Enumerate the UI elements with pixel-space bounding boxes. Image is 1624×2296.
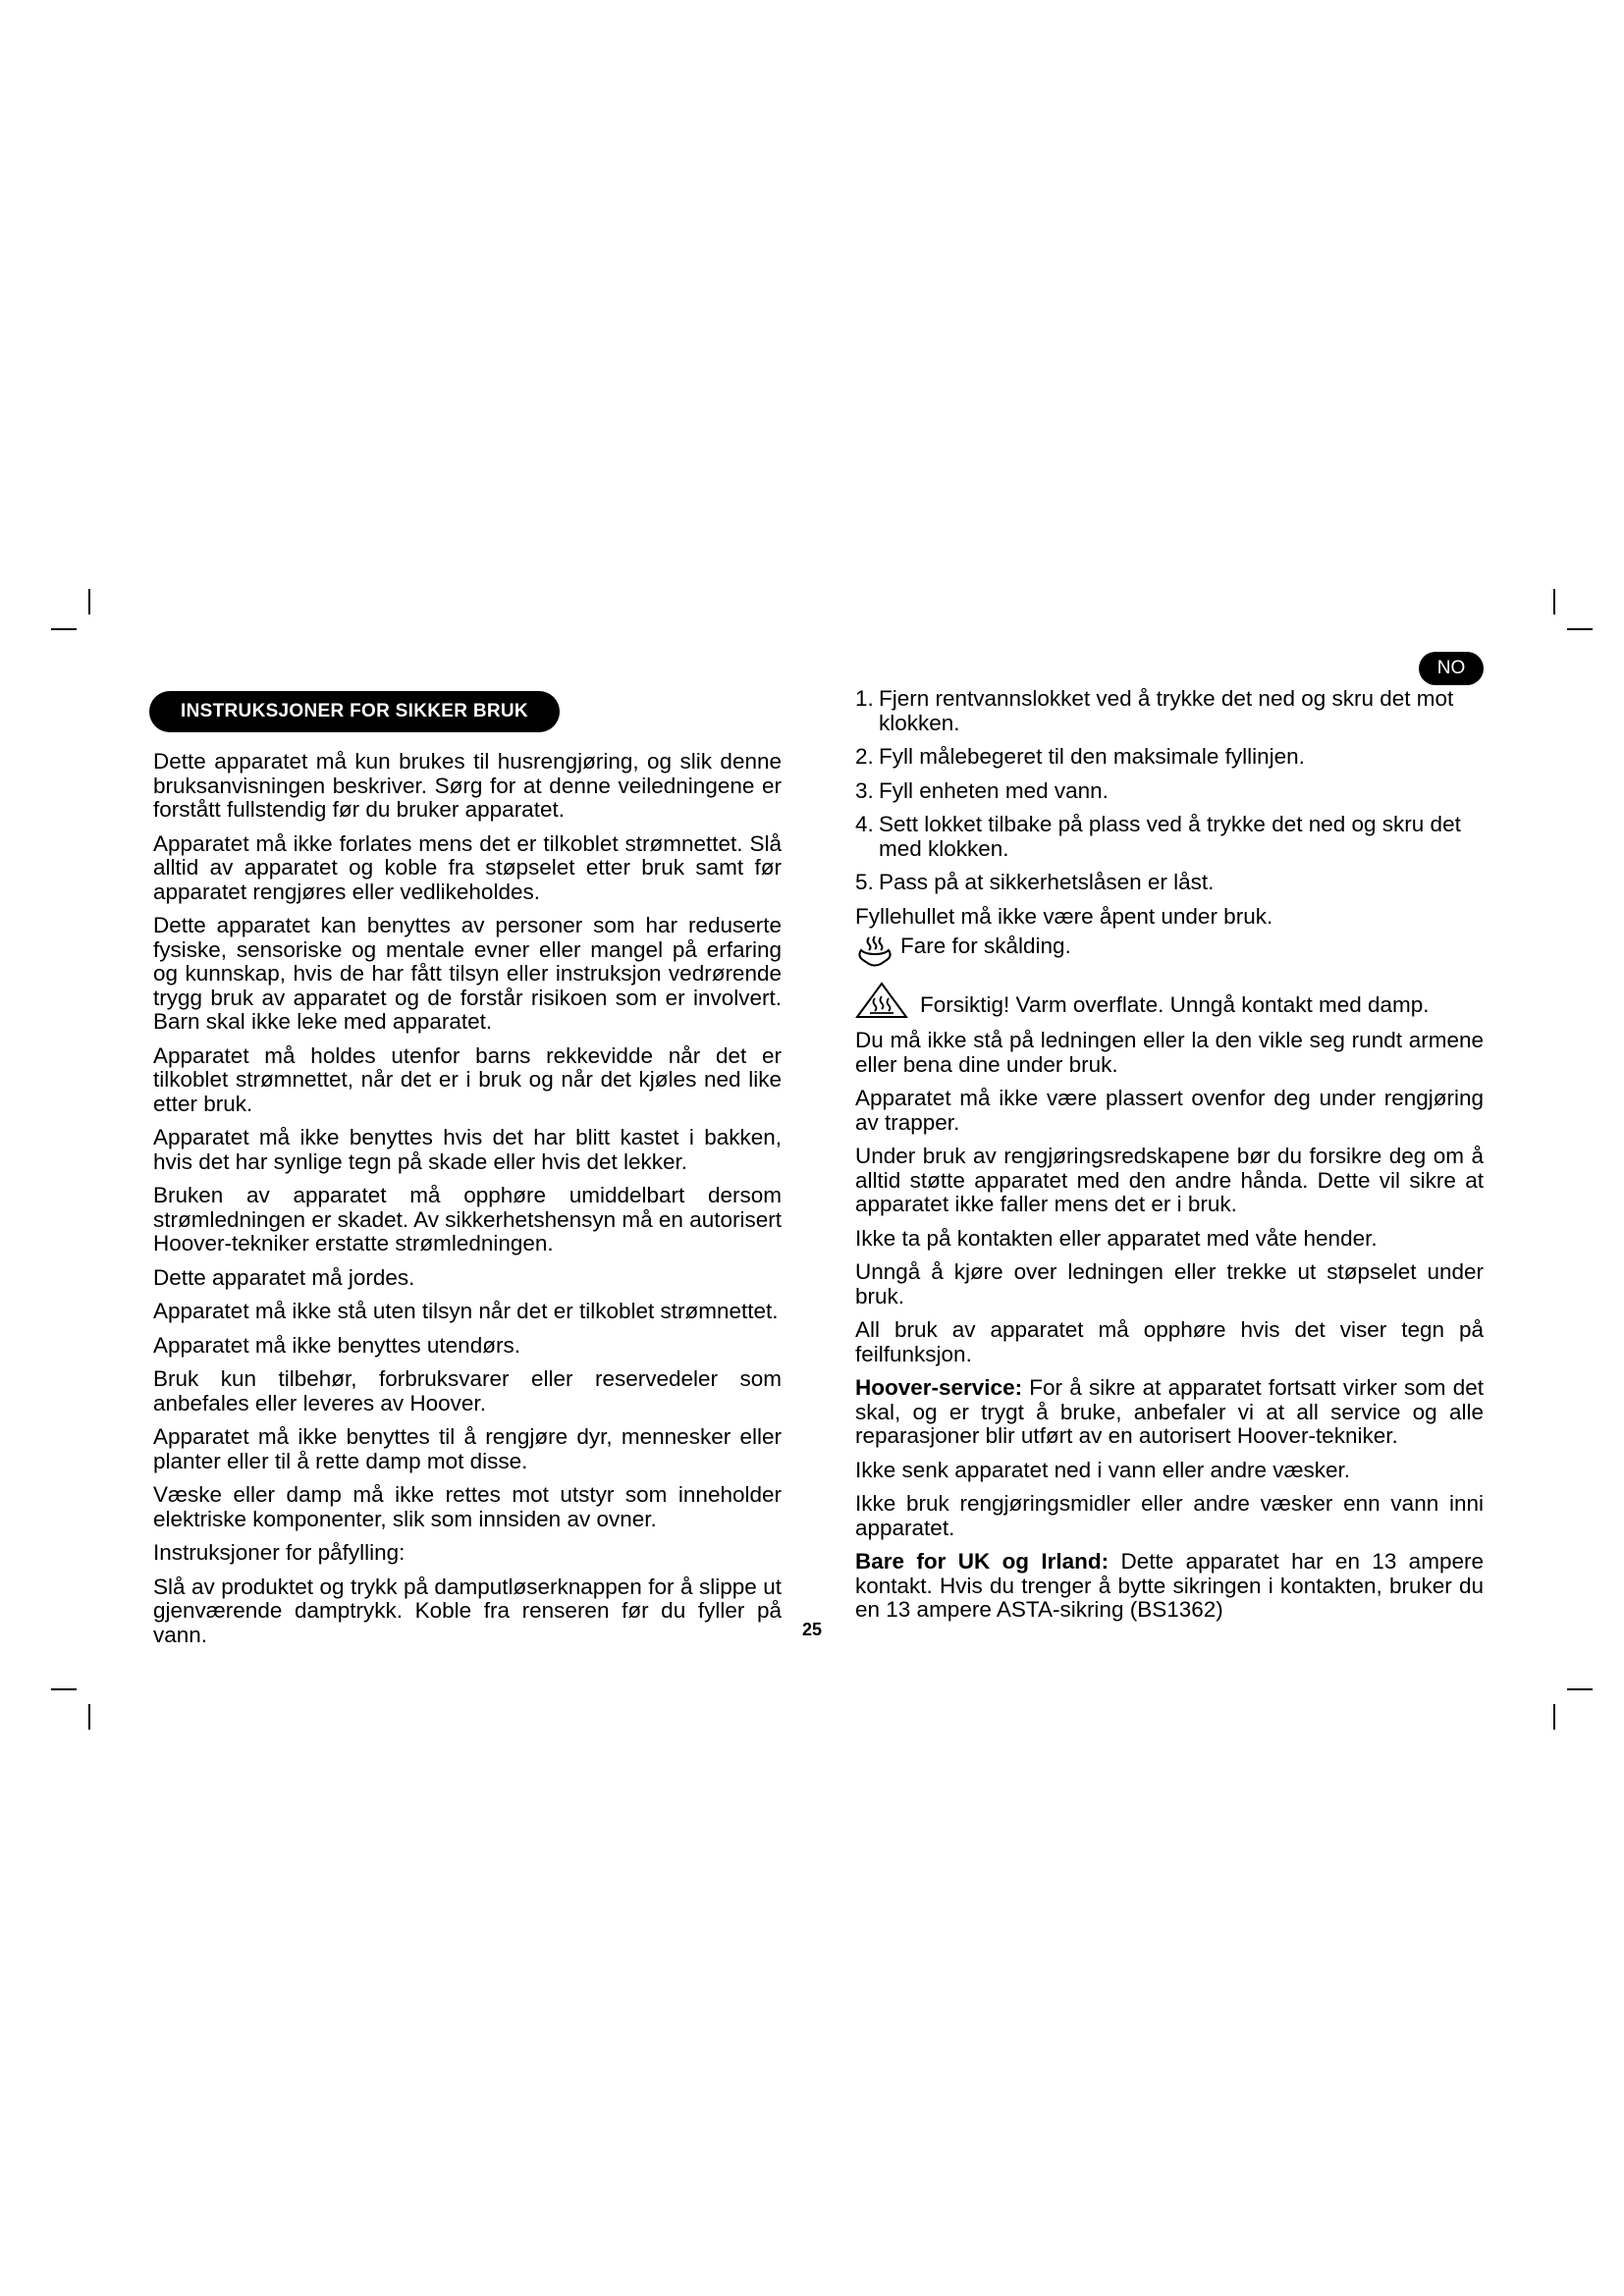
step-number: 5. <box>855 870 874 894</box>
paragraph: Apparatet må ikke benyttes utendørs. <box>153 1332 520 1358</box>
crop-mark <box>88 1704 90 1730</box>
step-text: Fjern rentvannslokket ved å trykke det ned og skru det mot klokken. <box>879 686 1454 735</box>
paragraph: Ikke ta på kontakten eller apparatet med våte hender. <box>855 1225 1378 1251</box>
hot-surface-warning-icon <box>855 982 908 1019</box>
paragraph: Ikke bruk rengjøringsmidler eller andre væsker enn vann inni apparatet. <box>855 1491 1484 1540</box>
paragraph: Slå av produktet og trykk på damputløserknappen for å slippe ut gjenværende damptrykk. Koble fra renseren før du fyller på vann. <box>153 1574 782 1647</box>
safety-notes-2 <box>855 1459 1484 1541</box>
uk-ireland-text: Dette apparatet har en 13 ampere kontakt. Hvis du trenger å bytte sikringen i kontakten, bruker du en 13 ampere ASTA-sikring (BS1362) <box>855 1549 1484 1622</box>
hot-surface-warning <box>855 982 1484 1019</box>
fill-steps <box>855 687 1484 895</box>
paragraph: Væske eller damp må ikke rettes mot utstyr som inneholder elektriske komponenter, slik som innsiden av ovner. <box>153 1482 782 1531</box>
right-column <box>855 687 1484 1632</box>
paragraph: Unngå å kjøre over ledningen eller trekke ut støpselet under bruk. <box>855 1259 1484 1308</box>
paragraph: Dette apparatet må kun brukes til husrengjøring, og slik denne bruksanvisningen beskriver. Sørg for at denne veiledningene er forstått fullstendig før du bruker apparatet. <box>153 749 782 822</box>
step-item <box>855 779 1484 804</box>
hoover-service-note <box>855 1376 1484 1449</box>
step-item <box>855 871 1484 895</box>
crop-mark <box>1567 1688 1593 1690</box>
scald-warning-text: Fare for skålding. <box>900 934 1071 958</box>
crop-mark <box>1553 1704 1555 1730</box>
paragraph: Dette apparatet kan benyttes av personer som har reduserte fysiske, sensoriske og mentale evner eller mangel på erfaring og kunnskap, hvis de har fått tilsyn eller instruksjon vedrørende trygg bruk av apparatet og de forstår risikoen som er involvert. Barn skal ikke leke med apparatet. <box>153 913 782 1034</box>
paragraph: Bruk kun tilbehør, forbruksvarer eller reservedeler som anbefales eller leveres av Hoover. <box>153 1366 782 1415</box>
crop-mark <box>1553 589 1555 614</box>
steam-scald-icon <box>855 934 894 968</box>
step-number: 2. <box>855 744 874 769</box>
crop-mark <box>51 1688 77 1690</box>
paragraph: Under bruk av rengjøringsredskapene bør du forsikre deg om å alltid støtte apparatet med den andre hånda. Dette vil sikre at apparatet ikke faller mens det er i bruk. <box>855 1144 1484 1216</box>
section-title: INSTRUKSJONER FOR SIKKER BRUK <box>149 691 560 732</box>
paragraph: Apparatet må holdes utenfor barns rekkevidde når det er tilkoblet strømnettet, når det er i bruk og når det kjøles ned like etter bruk. <box>153 1042 782 1116</box>
scald-warning <box>855 934 1484 968</box>
paragraph: Apparatet må ikke forlates mens det er tilkoblet strømnettet. Slå alltid av apparatet og koble fra støpselet etter bruk samt før apparatet rengjøres eller vedlikeholdes. <box>153 830 782 904</box>
paragraph: Apparatet må ikke benyttes hvis det har blitt kastet i bakken, hvis det har synlige tegn på skade eller hvis det lekker. <box>153 1125 782 1174</box>
paragraph: Instruksjoner for påfylling: <box>153 1540 406 1565</box>
step-item <box>855 687 1484 735</box>
step-item <box>855 813 1484 861</box>
step-number: 1. <box>855 686 874 711</box>
hot-surface-warning-text: Forsiktig! Varm overflate. Unngå kontakt med damp. <box>920 992 1430 1017</box>
page-number: 25 <box>801 1620 823 1639</box>
paragraph: Apparatet må ikke være plassert ovenfor deg under rengjøring av trapper. <box>855 1086 1484 1135</box>
step-number: 4. <box>855 812 874 836</box>
step-number: 3. <box>855 777 874 803</box>
paragraph: Bruken av apparatet må opphøre umiddelbart dersom strømledningen er skadet. Av sikkerhetshensyn må en autorisert Hoover-tekniker erstatte strømledningen. <box>153 1183 782 1255</box>
hoover-service-label: Hoover-service: <box>855 1375 1023 1400</box>
paragraph: All bruk av apparatet må opphøre hvis det viser tegn på feilfunksjon. <box>855 1317 1484 1366</box>
step-text: Sett lokket tilbake på plass ved å trykke det ned og skru det med klokken. <box>879 812 1461 861</box>
crop-mark <box>88 589 90 614</box>
uk-ireland-note <box>855 1550 1484 1623</box>
paragraph: Apparatet må ikke stå uten tilsyn når det er tilkoblet strømnettet. <box>153 1299 779 1323</box>
crop-mark <box>51 628 77 630</box>
paragraph: Dette apparatet må jordes. <box>153 1264 415 1290</box>
fill-note: Fyllehullet må ikke være åpent under bruk. <box>855 903 1273 929</box>
step-text: Fyll målebegeret til den maksimale fyllinjen. <box>879 744 1305 769</box>
hoover-service-text: For å sikre at apparatet fortsatt virker som det skal, og er trygt å bruke, anbefaler vi at all service og alle reparasjoner blir utført av en autorisert Hoover-tekniker. <box>855 1375 1484 1448</box>
paragraph: Apparatet må ikke benyttes til å rengjøre dyr, mennesker eller planter eller til å rette damp mot disse. <box>153 1424 782 1473</box>
step-text: Pass på at sikkerhetslåsen er låst. <box>879 870 1215 894</box>
step-text: Fyll enheten med vann. <box>879 777 1109 803</box>
uk-ireland-label: Bare for UK og Irland: <box>855 1549 1110 1574</box>
step-item <box>855 745 1484 770</box>
paragraph: Du må ikke stå på ledningen eller la den vikle seg rundt armene eller bena dine under bruk. <box>855 1028 1484 1077</box>
left-column <box>153 750 782 1657</box>
safety-notes <box>855 1029 1484 1366</box>
paragraph: Ikke senk apparatet ned i vann eller andre væsker. <box>855 1457 1351 1482</box>
crop-mark <box>1567 628 1593 630</box>
language-badge: NO <box>1419 652 1484 685</box>
